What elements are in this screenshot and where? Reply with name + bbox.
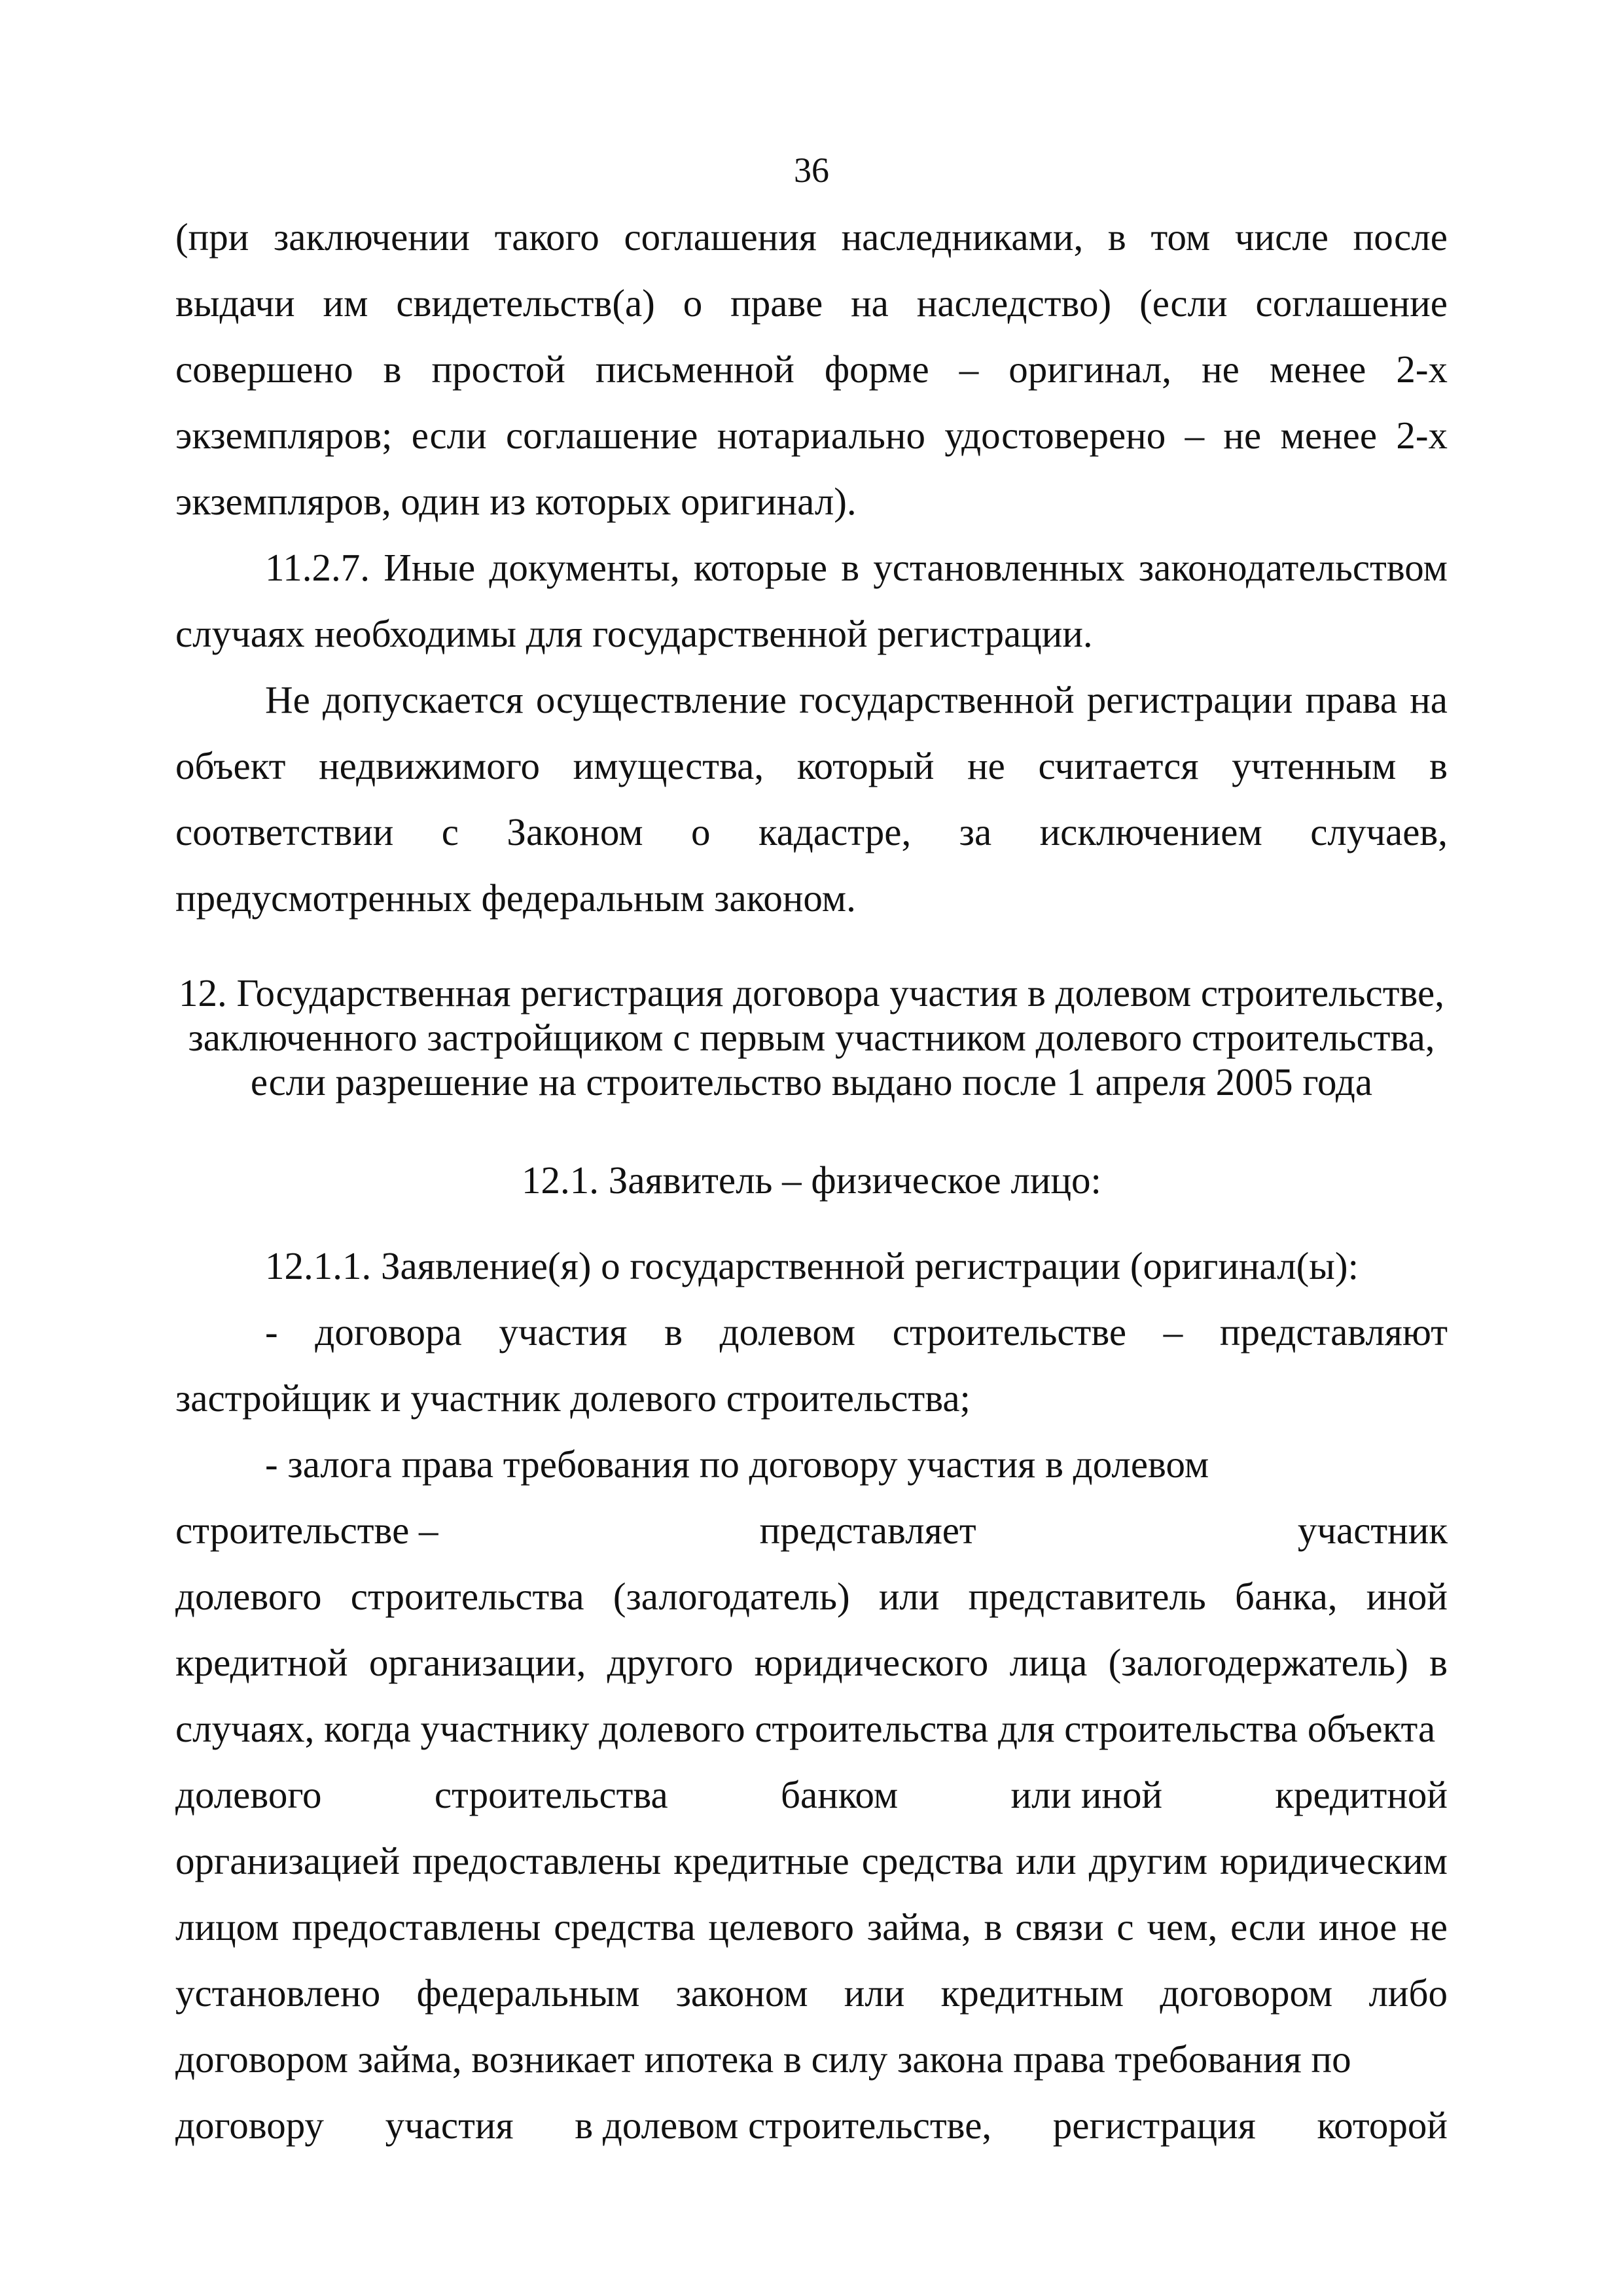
text-fragment: участия [385,2104,514,2147]
text-fragment: представляет [759,1509,976,1552]
text-fragment: участник [1297,1509,1448,1552]
list-item-pledge-split-line [175,1762,1448,1828]
section-heading-line: заключенного застройщиком с первым участником долевого строительства, [188,1016,1435,1059]
list-item-contract: - договора участия в долевом строительстве – представляют застройщик и участник долевого строительства; [175,1310,1448,1420]
list-item-pledge-last-line [175,2092,1448,2159]
page-number: 36 [794,151,829,190]
text-fragment: кредитной [1275,1773,1448,1816]
text-fragment: регистрация [1052,2104,1256,2147]
list-item-pledge-line1: - залога права требования по договору участия в долевом [265,1443,1209,1486]
subsection-heading-12-1: 12.1. Заявитель – физическое лицо: [522,1158,1101,1202]
text-fragment: которой [1317,2104,1448,2147]
text-fragment: долевого [175,1773,322,1816]
section-heading-line: если разрешение на строительство выдано после 1 апреля 2005 года [250,1060,1373,1103]
paragraph-prohibition: Не допускается осуществление государственной регистрации права на объект недвижимого имущества, который не считается учтенным в соответствии с Законом о кадастре, за исключением случаев, предусмотренных федеральным законом. [175,678,1448,920]
text-fragment: в долевом строительстве, [575,2104,992,2147]
text-fragment: или иной [1010,1773,1163,1816]
list-item-pledge-body-2: организацией предоставлены кредитные средства или другим юридическим лицом предоставлены средства целевого займа, в связи с чем, если иное не установлено федеральным законом или кредитным договором либо договором займа, возникает ипотека в силу закона права требования по [175,1839,1448,2081]
document-body [175,204,1448,2159]
text-fragment: строительстве – [175,1509,438,1552]
text-fragment: строительства [434,1773,668,1816]
text-fragment: банком [781,1773,899,1816]
paragraph-11-2-7: 11.2.7. Иные документы, которые в установленных законодательством случаях необходимы для государственной регистрации. [175,546,1448,655]
section-heading-12 [175,971,1448,1104]
paragraph-continuation: (при заключении такого соглашения наследниками, в том числе после выдачи им свидетельств(а) о праве на наследство) (если соглашение совершено в простой письменной форме – оригинал, не менее 2-х экземпляров; если соглашение нотариально удостоверено – не менее 2-х экземпляров, один из которых оригинал). [175,215,1448,523]
item-heading-12-1-1: 12.1.1. Заявление(я) о государственной регистрации (оригинал(ы): [265,1244,1359,1287]
list-item-pledge-body: долевого строительства (залогодатель) или представитель банка, иной кредитной организации, другого юридического лица (залогодержатель) в случаях, когда участнику долевого строительства для строительства объекта [175,1575,1448,1750]
text-fragment: договору [175,2104,324,2147]
section-heading-line: 12. Государственная регистрация договора участия в долевом строительстве, [179,971,1444,1014]
list-item-pledge-line2 [175,1498,1448,1564]
